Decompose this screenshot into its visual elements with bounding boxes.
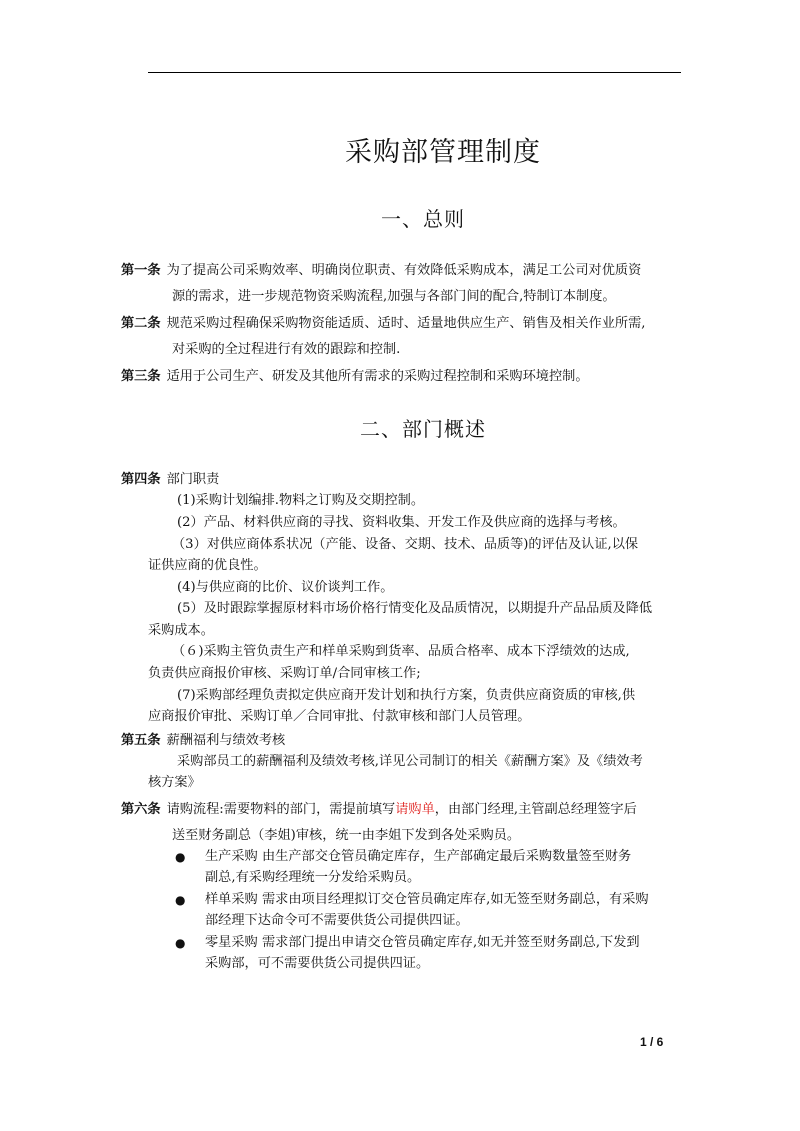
bullet-production-purchase: 生产采购 由生产部交仓管员确定库存，生产部确定最后采购数量签至财务 (205, 849, 632, 864)
bullet-icon: ● (175, 850, 186, 864)
bullet-sample-purchase: 样单采购 需求由项目经理拟订交仓管员确定库存,如无签至财务副总，有采购 (205, 892, 649, 907)
article-label: 第六条 (121, 802, 161, 817)
article-label: 第二条 (121, 316, 161, 331)
duty-3: （3）对供应商体系状况（产能、设备、交期、技术、品质等)的评估及认证,以保 (172, 537, 639, 552)
duty-3-cont: 证供应商的优良性。 (148, 558, 267, 573)
article-text: 规范采购过程确保采购物资能适质、适时、适量地供应生产、销售及相关作业所需, (166, 316, 646, 331)
article-text-tail: ，由部门经理,主管副总经理签字后 (434, 802, 637, 817)
article-5-text: 采购部员工的薪酬福利及绩效考核,详见公司制订的相关《薪酬方案》及《绩效考 (177, 754, 643, 769)
article-6 (121, 801, 637, 819)
duty-6: （６)采购主管负责生产和样单采购到货率、品质合格率、成本下浮绩效的达成, (172, 644, 630, 659)
article-2 (121, 315, 646, 333)
article-4 (121, 471, 219, 489)
article-title: 薪酬福利与绩效考核 (166, 733, 286, 748)
article-title: 部门职责 (166, 472, 220, 487)
header-rule (148, 72, 681, 73)
page-number: 1 / 6 (640, 1035, 664, 1049)
article-label: 第一条 (121, 263, 161, 278)
article-label: 第五条 (121, 733, 161, 748)
bullet-icon: ● (175, 936, 186, 950)
article-text: 为了提高公司采购效率、明确岗位职责、有效降低采购成本，满足工公司对优质资 (166, 263, 642, 278)
article-6-cont: 送至财务副总（李姐)审核，统一由李姐下发到各处采购员。 (172, 828, 521, 843)
bullet-sporadic-purchase-cont: 采购部，可不需要供货公司提供四证。 (205, 956, 430, 971)
article-3 (121, 368, 589, 386)
requisition-form-link: 请购单 (395, 802, 435, 817)
article-label: 第三条 (121, 369, 161, 384)
duty-7: (7)采购部经理负责拟定供应商开发计划和执行方案，负责供应商资质的审核,供 (177, 688, 636, 703)
section-heading-general: 一、总则 (381, 207, 465, 231)
article-1-cont: 源的需求，进一步规范物资采购流程,加强与各部门间的配合,特制订本制度。 (172, 289, 616, 304)
bullet-sample-purchase-cont: 部经理下达命令可不需要供货公司提供四证。 (205, 913, 469, 928)
duty-6-cont: 负责供应商报价审核、采购订单/合同审核工作; (148, 666, 421, 681)
article-2-cont: 对采购的全过程进行有效的跟踪和控制. (172, 342, 401, 357)
bullet-icon: ● (175, 893, 186, 907)
duty-1: (1)采购计划编排.物料之订购及交期控制。 (177, 493, 425, 508)
article-text: 请购流程:需要物料的部门，需提前填写 (166, 802, 396, 817)
article-5 (121, 732, 285, 750)
document-title: 采购部管理制度 (345, 137, 541, 168)
section-heading-department: 二、部门概述 (360, 417, 486, 441)
duty-4: (4)与供应商的比价、议价谈判工作。 (177, 580, 394, 595)
article-label: 第四条 (121, 472, 161, 487)
article-text: 适用于公司生产、研发及其他所有需求的采购过程控制和采购环境控制。 (166, 369, 589, 384)
duty-7-cont: 应商报价审批、采购订单／合同审批、付款审核和部门人员管理。 (148, 709, 531, 724)
bullet-production-purchase-cont: 副总,有采购经理统一分发给采购员。 (205, 870, 421, 885)
article-5-cont: 核方案》 (148, 775, 201, 790)
duty-2: (2）产品、材料供应商的寻找、资料收集、开发工作及供应商的选择与考核。 (177, 515, 626, 530)
duty-5-cont: 采购成本。 (148, 623, 214, 638)
bullet-sporadic-purchase: 零星采购 需求部门提出申请交仓管员确定库存,如无并签至财务副总,下发到 (205, 935, 640, 950)
article-1 (121, 262, 641, 280)
duty-5: (5）及时跟踪掌握原材料市场价格行情变化及品质情况，以期提升产品品质及降低 (177, 601, 653, 616)
